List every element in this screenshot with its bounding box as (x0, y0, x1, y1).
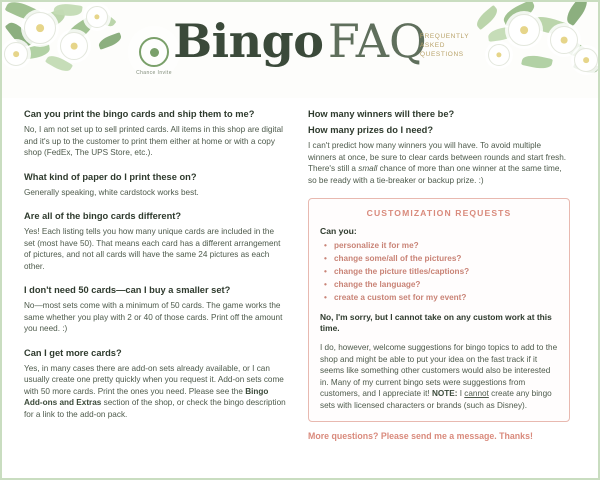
faq-answer-6-italic: small (358, 164, 378, 173)
faq-question-1: Can you print the bingo cards and ship them to me? (24, 109, 255, 119)
list-item: • change some/all of the pictures? (334, 253, 558, 265)
faq-answer-1: No, I am not set up to sell printed cards. All items in this shop are digital and it's up to the customer to print them either at home or with a copy shop (FedEx, The UPS Store, etc.). (24, 125, 283, 157)
list-item: • change the picture titles/captions? (334, 266, 558, 278)
faq-answer-6 (308, 140, 570, 186)
customization-list (320, 240, 558, 304)
faq-answer-5 (24, 363, 286, 421)
customization-note (320, 342, 558, 411)
logo-text: Chance Invite (136, 70, 172, 76)
page-title (2, 14, 598, 68)
page-header (2, 2, 598, 98)
faq-answer-6-part2: chance of more than one winner at the same time, so be ready with a tie-breaker or backup prize. :) (308, 164, 562, 185)
customization-note-part3: create any bingo sets with licensed characters or brands (such as Disney). (320, 389, 552, 410)
customization-note-underline: cannot (464, 389, 489, 398)
customization-title: CUSTOMIZATION REQUESTS (366, 208, 512, 218)
customization-note-part2: I (457, 389, 465, 398)
faq-answer-5-part1: Yes, in many cases there are add-on sets already available, or I can usually create one pretty quickly when you request it. Add-on sets come with 50 more cards. Print the ones you need. Please see the (24, 363, 284, 396)
subtitle-line-1: FREQUENTLY (420, 33, 470, 40)
list-item: • personalize it for me? (334, 240, 558, 252)
list-item: • create a custom set for my event? (334, 292, 558, 304)
faq-answer-3: Yes! Each listing tells you how many unique cards are included in the set (most have 50). That means each card has a different arrangement of pictures, and not all cards will have the same 24 pictures as each other. (24, 227, 281, 271)
subtitle-line-2: ASKED (420, 42, 446, 49)
faq-answer-4: No—most sets come with a minimum of 50 cards. The game works the same whether you play with 2 or 40 of those cards. Print off the amount you need. :) (24, 301, 283, 333)
list-item: • change the language? (334, 279, 558, 291)
footer-message: More questions? Please send me a message. Thanks! (308, 431, 533, 441)
right-column (308, 108, 570, 450)
customization-note-part1: I do, however, welcome suggestions for bingo topics to add to the shop and might be able to put your idea on the fast track if it seems like something other customers would also be interested in. Many of my current bingo sets were suggestions from customers, and I appreciate it! (320, 343, 558, 398)
title-subtitle (420, 32, 469, 59)
left-column (24, 108, 286, 450)
faq-question-5: Can I get more cards? (24, 347, 122, 358)
faq-answer-6-part1: I can't predict how many winners you will have. To avoid multiple winners at once, be sure to clear cards between rounds and start fresh. There's still a (308, 141, 567, 173)
faq-question-3: Are all of the bingo cards different? (24, 211, 182, 221)
customization-note-bold: NOTE: (431, 389, 458, 398)
customization-answer: No, I'm sorry, but I cannot take on any custom work at this time. (320, 312, 552, 333)
title-faq: FAQ (327, 14, 427, 68)
title-main: Bingo (173, 14, 324, 68)
faq-question-2: What kind of paper do I print these on? (24, 171, 197, 182)
faq-question-6-line2: How many prizes do I need? (308, 125, 434, 135)
faq-answer-2: Generally speaking, white cardstock works best. (24, 187, 199, 197)
customization-subtitle: Can you: (320, 226, 357, 236)
faq-answer-5-part2: section of the shop, or check the bingo description for a link to the add-on pack. (24, 398, 286, 419)
subtitle-line-3: QUESTIONS (420, 51, 464, 58)
faq-answer-5-bold: Bingo Add-ons and Extras (24, 386, 269, 407)
faq-content (2, 98, 598, 450)
faq-question-4: I don't need 50 cards—can I buy a smaller set? (24, 285, 231, 295)
faq-question-6-line1: How many winners will there be? (308, 109, 455, 119)
customization-box (308, 198, 570, 422)
